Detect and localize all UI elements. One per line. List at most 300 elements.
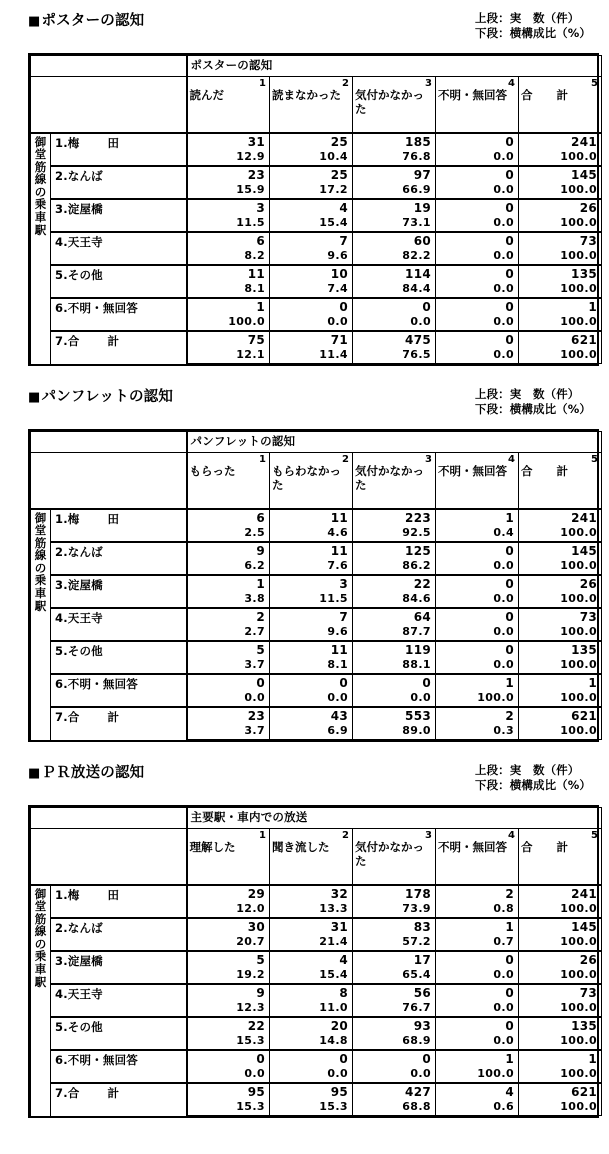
cell-count: 23	[187, 707, 270, 723]
table-row	[31, 707, 602, 723]
cell-count: 135	[519, 1017, 602, 1033]
cell-count: 95	[270, 1083, 353, 1099]
column-header-label: 合	[521, 88, 533, 102]
cell-count: 11	[270, 641, 353, 657]
cell-percent: 9.6	[270, 624, 353, 641]
header-row-options	[31, 453, 602, 509]
cell-percent: 0.3	[436, 723, 519, 740]
section-pr-broadcast	[0, 742, 609, 1118]
column-index: 2	[342, 454, 349, 465]
cell-percent: 68.8	[353, 1099, 436, 1116]
cell-count: 178	[353, 885, 436, 901]
cell-percent: 100.0	[519, 723, 602, 740]
cell-count: 26	[519, 575, 602, 591]
cell-percent: 73.1	[353, 215, 436, 232]
stub-char: 車	[34, 586, 47, 601]
cell-count: 0	[436, 166, 519, 182]
cell-count: 26	[519, 951, 602, 967]
cell-count: 0	[270, 674, 353, 690]
cell-percent: 0.0	[270, 314, 353, 331]
column-index: 5	[591, 78, 598, 89]
cell-percent: 100.0	[519, 558, 602, 575]
table-frame	[28, 53, 599, 366]
row-group-vertical-label	[31, 885, 51, 1116]
cell-percent: 7.4	[270, 281, 353, 298]
row-label	[51, 509, 187, 542]
cell-percent: 8.1	[270, 657, 353, 674]
cell-count: 0	[353, 674, 436, 690]
cell-count: 2	[436, 885, 519, 901]
cell-percent: 76.8	[353, 149, 436, 166]
column-index: 3	[425, 78, 432, 89]
cell-count: 19	[353, 199, 436, 215]
legend-upper: 上段：実 数（件）	[474, 11, 580, 25]
table-row	[31, 133, 602, 149]
cell-count: 75	[187, 331, 270, 347]
legend-lower: 下段：横構成比（%）	[474, 26, 591, 40]
cell-percent: 100.0	[519, 901, 602, 918]
header-blank-cell-2	[31, 77, 187, 133]
cell-count: 0	[436, 575, 519, 591]
row-label: 6.不明・無回答	[51, 674, 187, 707]
stub-char: 筋	[34, 535, 47, 550]
stub-char: 車	[34, 962, 47, 977]
stub-char: 御	[34, 134, 47, 149]
column-header-1	[187, 77, 270, 133]
row-label-text: 1.梅	[55, 511, 80, 526]
cell-count: 0	[436, 542, 519, 558]
row-label: 4.天王寺	[51, 608, 187, 641]
legend-lower: 下段：横構成比（%）	[474, 778, 591, 792]
cell-percent: 0.0	[353, 1066, 436, 1083]
row-label: 3.淀屋橋	[51, 199, 187, 232]
cell-count: 223	[353, 509, 436, 525]
cell-percent: 100.0	[187, 314, 270, 331]
stub-char: 線	[34, 172, 47, 187]
cell-percent: 17.2	[270, 182, 353, 199]
cell-percent: 12.1	[187, 347, 270, 364]
category-header: パンフレットの認知	[187, 432, 602, 453]
cell-percent: 88.1	[353, 657, 436, 674]
cell-count: 0	[187, 1050, 270, 1066]
section-marker-icon: ■	[28, 766, 41, 781]
row-group-vertical-label	[31, 133, 51, 364]
cell-percent: 12.3	[187, 1000, 270, 1017]
row-label: 6.不明・無回答	[51, 1050, 187, 1083]
cell-percent: 0.0	[436, 591, 519, 608]
table-row	[31, 542, 602, 558]
stub-char: 御	[34, 886, 47, 901]
cell-percent: 100.0	[519, 591, 602, 608]
cell-count: 31	[270, 918, 353, 934]
cell-percent: 0.0	[436, 347, 519, 364]
table-row	[31, 918, 602, 934]
row-label: 6.不明・無回答	[51, 298, 187, 331]
cell-percent: 0.4	[436, 525, 519, 542]
column-header-1	[187, 453, 270, 509]
cell-percent: 0.0	[436, 182, 519, 199]
stub-char: 堂	[34, 899, 47, 914]
row-label-text-2: 計	[107, 333, 120, 348]
column-index: 5	[591, 454, 599, 465]
cell-count: 71	[270, 331, 353, 347]
cell-percent: 76.7	[353, 1000, 436, 1017]
cell-percent: 57.2	[353, 934, 436, 951]
stub-char: 堂	[34, 523, 47, 538]
cell-count: 1	[187, 575, 270, 591]
cell-count: 1	[519, 674, 602, 690]
cell-count: 5	[187, 951, 270, 967]
cell-percent: 0.0	[436, 248, 519, 265]
column-header-label: もらわなかった	[272, 464, 341, 492]
cell-percent: 6.9	[270, 723, 353, 740]
cell-percent: 100.0	[519, 690, 602, 707]
cell-count: 30	[187, 918, 270, 934]
stub-char: 乗	[34, 573, 47, 588]
cell-count: 145	[519, 542, 602, 558]
cell-percent: 8.2	[187, 248, 270, 265]
cell-percent: 92.5	[353, 525, 436, 542]
table-row	[31, 1050, 602, 1066]
cell-count: 1	[436, 918, 519, 934]
table-row	[31, 575, 602, 591]
column-header-3	[353, 829, 436, 885]
cell-percent: 76.5	[353, 347, 436, 364]
row-label: 3.淀屋橋	[51, 575, 187, 608]
header-blank-cell	[31, 432, 187, 453]
cell-count: 95	[187, 1083, 270, 1099]
cell-percent: 0.0	[436, 314, 519, 331]
row-label	[51, 133, 187, 166]
cell-count: 3	[187, 199, 270, 215]
cell-count: 11	[270, 542, 353, 558]
cell-percent: 0.7	[436, 934, 519, 951]
cell-percent: 15.4	[270, 967, 353, 984]
header-row-category	[31, 432, 602, 453]
cell-count: 135	[519, 641, 602, 657]
row-label-text-2: 計	[107, 1085, 120, 1100]
section-header	[0, 763, 609, 805]
cell-count: 621	[519, 1083, 602, 1099]
row-label-text: 7.合	[55, 709, 80, 724]
row-label-text-2: 計	[107, 709, 120, 724]
legend	[475, 763, 599, 793]
crosstab-table-poster	[30, 55, 602, 364]
cell-count: 6	[187, 509, 270, 525]
cell-percent: 82.2	[353, 248, 436, 265]
row-label: 5.その他	[51, 265, 187, 298]
cell-count: 427	[353, 1083, 436, 1099]
stub-char: 線	[34, 548, 47, 563]
cell-percent: 0.0	[187, 1066, 270, 1083]
cell-count: 0	[436, 265, 519, 281]
column-header-4	[436, 829, 519, 885]
cell-percent: 100.0	[519, 934, 602, 951]
cell-percent: 100.0	[519, 1066, 602, 1083]
cell-count: 6	[187, 232, 270, 248]
column-index: 4	[508, 78, 515, 89]
cell-count: 114	[353, 265, 436, 281]
section-header	[0, 11, 609, 53]
cell-count: 1	[519, 298, 602, 314]
column-index: 1	[259, 78, 266, 89]
cell-percent: 15.3	[187, 1033, 270, 1050]
table-row	[31, 1083, 602, 1099]
cell-count: 553	[353, 707, 436, 723]
cell-count: 2	[187, 608, 270, 624]
column-index: 2	[342, 830, 349, 841]
legend	[475, 11, 599, 41]
cell-count: 8	[270, 984, 353, 1000]
column-header-2	[270, 829, 353, 885]
column-header-3	[353, 77, 436, 133]
category-header: ポスターの認知	[187, 56, 602, 77]
column-header-2	[270, 453, 353, 509]
row-label: 3.淀屋橋	[51, 951, 187, 984]
cell-count: 4	[270, 199, 353, 215]
column-header-label: 気付かなかった	[355, 840, 424, 868]
cell-count: 20	[270, 1017, 353, 1033]
cell-percent: 14.8	[270, 1033, 353, 1050]
cell-percent: 4.6	[270, 525, 353, 542]
row-label-text: 7.合	[55, 333, 80, 348]
crosstab-table-pamphlet	[30, 431, 602, 740]
row-label-text: 7.合	[55, 1085, 80, 1100]
cell-percent: 9.6	[270, 248, 353, 265]
section-poster	[0, 0, 609, 366]
cell-percent: 13.3	[270, 901, 353, 918]
cell-percent: 10.4	[270, 149, 353, 166]
table-frame	[28, 429, 599, 742]
table-row	[31, 1017, 602, 1033]
cell-percent: 12.9	[187, 149, 270, 166]
cell-count: 10	[270, 265, 353, 281]
cell-percent: 0.0	[187, 690, 270, 707]
cell-count: 0	[436, 199, 519, 215]
stub-char: 乗	[34, 197, 47, 212]
cell-percent: 0.0	[436, 1000, 519, 1017]
column-index: 5	[591, 830, 599, 841]
row-label	[51, 331, 187, 364]
cell-percent: 100.0	[519, 657, 602, 674]
table-row	[31, 265, 602, 281]
section-title	[28, 387, 173, 408]
cell-percent: 21.4	[270, 934, 353, 951]
cell-percent: 19.2	[187, 967, 270, 984]
cell-count: 1	[519, 1050, 602, 1066]
cell-count: 0	[436, 133, 519, 149]
cell-count: 475	[353, 331, 436, 347]
cell-percent: 11.0	[270, 1000, 353, 1017]
cell-count: 0	[436, 1017, 519, 1033]
cell-percent: 15.4	[270, 215, 353, 232]
legend-upper: 上段：実 数（件）	[474, 387, 580, 401]
cell-percent: 0.8	[436, 901, 519, 918]
cell-percent: 0.0	[436, 1033, 519, 1050]
column-index: 2	[342, 78, 349, 89]
cell-count: 32	[270, 885, 353, 901]
cell-count: 83	[353, 918, 436, 934]
cell-count: 1	[436, 1050, 519, 1066]
header-blank-cell	[31, 56, 187, 77]
column-header-label: 不明・無回答	[438, 464, 507, 478]
cell-count: 11	[187, 265, 270, 281]
cell-count: 0	[270, 298, 353, 314]
table-row	[31, 984, 602, 1000]
cell-percent: 0.0	[436, 558, 519, 575]
column-header-label-2: 計	[556, 88, 568, 102]
cell-percent: 73.9	[353, 901, 436, 918]
section-title	[28, 11, 144, 32]
section-header	[0, 387, 609, 429]
cell-count: 119	[353, 641, 436, 657]
stub-char: 乗	[34, 949, 47, 964]
cell-count: 621	[519, 331, 602, 347]
cell-percent: 0.0	[436, 281, 519, 298]
cell-percent: 100.0	[519, 1000, 602, 1017]
cell-count: 29	[187, 885, 270, 901]
table-row	[31, 674, 602, 690]
row-label: 5.その他	[51, 1017, 187, 1050]
stub-char: の	[34, 184, 47, 199]
section-marker-icon: ■	[28, 390, 41, 405]
stub-char: 駅	[34, 222, 47, 237]
cell-percent: 2.7	[187, 624, 270, 641]
legend	[475, 387, 599, 417]
cell-percent: 66.9	[353, 182, 436, 199]
row-label-text-2: 田	[107, 887, 120, 902]
cell-percent: 100.0	[519, 215, 602, 232]
cell-percent: 7.6	[270, 558, 353, 575]
cell-count: 0	[436, 331, 519, 347]
cell-percent: 89.0	[353, 723, 436, 740]
header-blank-cell	[31, 808, 187, 829]
header-row-options	[31, 829, 602, 885]
cell-count: 0	[353, 1050, 436, 1066]
cell-count: 56	[353, 984, 436, 1000]
cell-percent: 100.0	[519, 1099, 602, 1116]
header-row-category	[31, 56, 602, 77]
column-header-4	[436, 77, 519, 133]
row-label-text: 1.梅	[55, 135, 80, 150]
row-label-text: 1.梅	[55, 887, 80, 902]
cell-percent: 100.0	[436, 690, 519, 707]
cell-count: 0	[187, 674, 270, 690]
row-label: 2.なんば	[51, 542, 187, 575]
cell-count: 1	[187, 298, 270, 314]
column-header-label-2: 計	[556, 464, 568, 478]
column-header-label: 不明・無回答	[438, 88, 507, 102]
cell-percent: 15.3	[270, 1099, 353, 1116]
cell-count: 22	[353, 575, 436, 591]
cell-count: 3	[270, 575, 353, 591]
column-header-5	[519, 77, 602, 133]
row-label: 4.天王寺	[51, 984, 187, 1017]
row-label: 4.天王寺	[51, 232, 187, 265]
cell-count: 4	[270, 951, 353, 967]
cell-percent: 100.0	[519, 347, 602, 364]
cell-percent: 86.2	[353, 558, 436, 575]
cell-count: 17	[353, 951, 436, 967]
column-index: 3	[425, 454, 432, 465]
stub-char: 駅	[34, 974, 47, 989]
category-header: 主要駅・車内での放送	[187, 808, 602, 829]
column-header-label: 理解した	[189, 840, 236, 854]
cell-percent: 100.0	[519, 149, 602, 166]
section-pamphlet	[0, 366, 609, 742]
cell-count: 0	[436, 232, 519, 248]
cell-percent: 11.5	[270, 591, 353, 608]
cell-count: 23	[187, 166, 270, 182]
section-title	[28, 763, 144, 784]
table-frame	[28, 805, 599, 1118]
stub-char: 駅	[34, 598, 47, 613]
cell-percent: 84.4	[353, 281, 436, 298]
row-label: 5.その他	[51, 641, 187, 674]
cell-percent: 11.5	[187, 215, 270, 232]
column-header-5	[519, 829, 602, 885]
section-title-text: パンフレットの認知	[41, 389, 174, 405]
column-header-label: 読まなかった	[272, 88, 341, 102]
table-wrap	[0, 53, 609, 366]
cell-count: 25	[270, 133, 353, 149]
cell-percent: 100.0	[519, 248, 602, 265]
row-label-text-2: 田	[107, 511, 120, 526]
cell-percent: 6.2	[187, 558, 270, 575]
cell-percent: 100.0	[519, 525, 602, 542]
cell-percent: 0.0	[270, 1066, 353, 1083]
cell-count: 9	[187, 542, 270, 558]
cell-percent: 100.0	[436, 1066, 519, 1083]
stub-char: の	[34, 560, 47, 575]
stub-char: の	[34, 936, 47, 951]
cell-percent: 0.0	[436, 624, 519, 641]
cell-count: 5	[187, 641, 270, 657]
cell-count: 135	[519, 265, 602, 281]
row-label	[51, 1083, 187, 1116]
cell-percent: 12.0	[187, 901, 270, 918]
cell-count: 9	[187, 984, 270, 1000]
row-label	[51, 707, 187, 740]
column-header-label: 読んだ	[189, 88, 224, 102]
legend-upper: 上段：実 数（件）	[474, 763, 580, 777]
cell-percent: 8.1	[187, 281, 270, 298]
cell-percent: 3.8	[187, 591, 270, 608]
cell-count: 2	[436, 707, 519, 723]
cell-percent: 15.9	[187, 182, 270, 199]
cell-count: 0	[436, 298, 519, 314]
table-row	[31, 166, 602, 182]
table-row	[31, 608, 602, 624]
cell-percent: 11.4	[270, 347, 353, 364]
column-header-label-2: 計	[556, 840, 568, 854]
row-label: 2.なんば	[51, 166, 187, 199]
column-index: 4	[508, 830, 515, 841]
cell-count: 241	[519, 509, 602, 525]
row-label-text-2: 田	[107, 135, 120, 150]
cell-count: 11	[270, 509, 353, 525]
cell-count: 145	[519, 918, 602, 934]
table-row	[31, 885, 602, 901]
stub-char: 車	[34, 210, 47, 225]
cell-count: 73	[519, 608, 602, 624]
cell-percent: 84.6	[353, 591, 436, 608]
cell-count: 0	[270, 1050, 353, 1066]
cell-percent: 0.0	[353, 690, 436, 707]
cell-percent: 0.0	[436, 967, 519, 984]
cell-count: 1	[436, 674, 519, 690]
cell-percent: 100.0	[519, 967, 602, 984]
